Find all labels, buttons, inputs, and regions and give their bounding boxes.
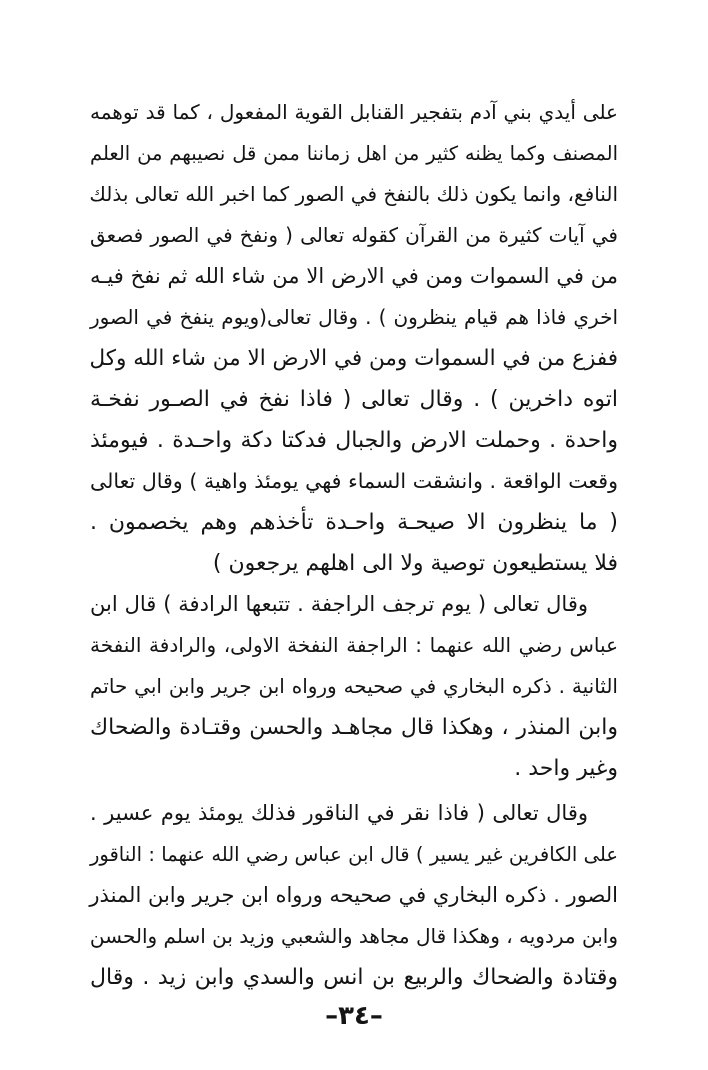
text-line: اتوه داخرين ) . وقال تعالى ( فاذا نفخ في الصـور نفخـة	[90, 387, 618, 412]
text-line: على أيدي بني آدم بتفجير القنابل القوية المفعول ، كما قد توهمه	[90, 100, 618, 124]
text-line: وابن مردويه ، وهكذا قال مجاهد والشعبي وزيد بن اسلم والحسن	[89, 924, 618, 948]
text-line: وقال تعالى ( يوم ترجف الراجفة . تتبعها الرادفة ) قال ابن	[90, 592, 588, 616]
text-line: وقال تعالى ( فاذا نقر في الناقور فذلك يومئذ يوم عسير .	[90, 801, 588, 825]
text-line: الصور . ذكره البخاري في صحيحه ورواه ابن جرير وابن المنذر	[89, 883, 618, 907]
text-line: فلا يستطيعون توصية ولا الى اهلهم يرجعون )	[212, 551, 618, 576]
text-line: النافع، وانما يكون ذلك بالنفخ في الصور كما اخبر الله تعالى بذلك	[89, 182, 618, 206]
text-line: واحدة . وحملت الارض والجبال فدكتا دكة واحـدة . فيومئذ	[90, 428, 618, 453]
body-text	[90, 92, 618, 998]
text-line: ( ما ينظرون الا صيحـة واحـدة تأخذهم وهم يخصمون .	[90, 510, 618, 535]
text-line: وابن المنذر ، وهكذا قال مجاهـد والحسن وقتـادة والضحاك	[90, 715, 618, 740]
text-line: وقعت الواقعة . وانشقت السماء فهي يومئذ واهية ) وقال تعالى	[90, 469, 618, 493]
text-line: اخري فاذا هم قيام ينظرون ) . وقال تعالى(ويوم ينفخ في الصور	[90, 305, 618, 329]
text-line: ففزع من في السموات ومن في الارض الا من شاء الله وكل	[89, 346, 618, 371]
text-line: الثانية . ذكره البخاري في صحيحه ورواه ابن جرير وابن ابي حاتم	[90, 674, 618, 698]
text-line: في آيات كثيرة من القرآن كقوله تعالى ( ونفخ في الصور فصعق	[90, 223, 618, 247]
text-line: المصنف وكما يظنه كثير من اهل زماننا ممن قل نصيبهم من العلم	[90, 142, 618, 165]
text-line: من في السموات ومن في الارض الا من شاء الله ثم نفخ فيـه	[90, 264, 618, 288]
page-number: –٣٤–	[325, 1001, 383, 1031]
text-line: وغير واحد .	[514, 756, 618, 781]
text-line: على الكافرين غير يسير ) قال ابن عباس رضي الله عنهما : الناقور	[90, 843, 618, 866]
text-line: عباس رضي الله عنهما : الراجفة النفخة الاولى، والرادفة النفخة	[90, 633, 618, 657]
text-line: وقتادة والضحاك والربيع بن انس والسدي وابن زيد . وقال	[90, 965, 618, 990]
